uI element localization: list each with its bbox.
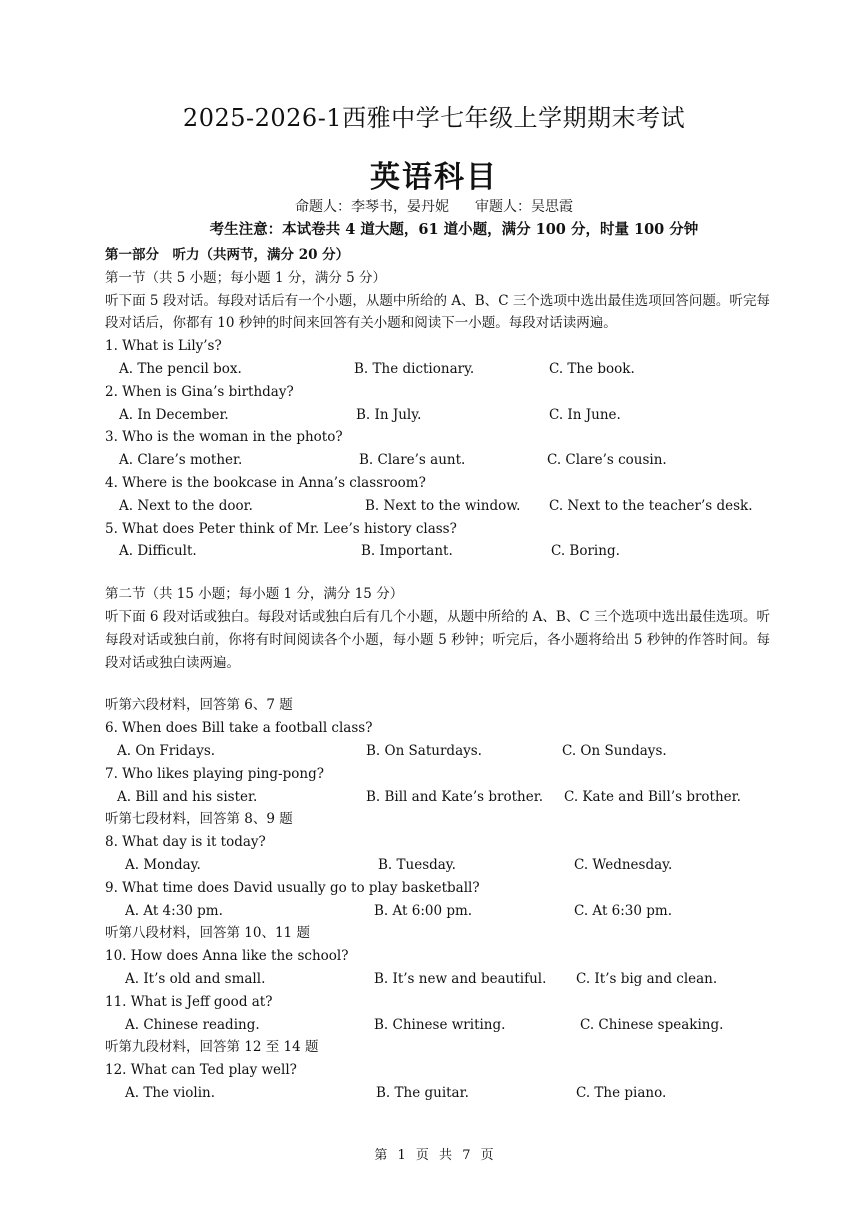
option-a: A. The pencil box.	[119, 360, 242, 377]
option-b: B. Next to the window.	[365, 497, 521, 514]
option-a: A. Clare’s mother.	[119, 452, 243, 469]
option-b: B. Tuesday.	[378, 856, 456, 873]
option-b: B. In July.	[356, 406, 422, 423]
question-5-options	[105, 540, 770, 563]
option-c: C. The book.	[549, 360, 635, 377]
exam-title: 2025-2026-1西雅中学七年级上学期期末考试	[182, 104, 686, 132]
question-6: 6. When does Bill take a football class?	[105, 720, 373, 737]
section1-heading: 第一节（共 5 小题；每小题 1 分，满分 5 分）	[105, 269, 387, 286]
question-6-options	[105, 740, 770, 763]
option-a: A. At 4:30 pm.	[125, 902, 223, 919]
question-8-options	[105, 854, 770, 877]
question-10-options	[105, 968, 770, 991]
option-a: A. On Fridays.	[117, 742, 216, 759]
option-c: C. Kate and Bill’s brother.	[564, 788, 741, 805]
option-b: B. At 6:00 pm.	[374, 902, 473, 919]
subject-title: 英语科目	[370, 160, 498, 195]
question-setters: 命题人：李琴书，晏丹妮	[295, 199, 449, 215]
option-a: A. Chinese reading.	[125, 1016, 260, 1033]
option-c: C. At 6:30 pm.	[574, 902, 673, 919]
question-12: 12. What can Ted play well?	[105, 1062, 297, 1079]
question-4-options	[105, 495, 770, 518]
option-a: A. Monday.	[125, 856, 201, 873]
option-b: B. Bill and Kate’s brother.	[366, 788, 543, 805]
option-b: B. It’s new and beautiful.	[374, 970, 547, 987]
question-5: 5. What does Peter think of Mr. Lee’s history class?	[105, 520, 457, 537]
option-b: B. The guitar.	[376, 1084, 469, 1101]
question-1: 1. What is Lily’s?	[105, 338, 222, 355]
question-4: 4. Where is the bookcase in Anna’s classroom?	[105, 474, 426, 491]
material-9-label: 听第九段材料，回答第 12 至 14 题	[105, 1039, 319, 1056]
option-c: C. Boring.	[551, 543, 620, 560]
option-c: C. Chinese speaking.	[580, 1016, 724, 1033]
authors-line	[0, 196, 868, 216]
material-7-label: 听第七段材料，回答第 8、9 题	[105, 811, 293, 828]
question-3: 3. Who is the woman in the photo?	[105, 429, 343, 446]
page-number: 第 1 页 共 7 页	[374, 1148, 494, 1163]
question-7: 7. Who likes playing ping-pong?	[105, 765, 324, 782]
option-a: A. Bill and his sister.	[117, 788, 258, 805]
exam-notice: 考生注意：本试卷共 4 道大题，61 道小题，满分 100 分，时量 100 分钟	[209, 221, 699, 238]
question-1-options	[105, 358, 770, 381]
question-2-options	[105, 404, 770, 427]
option-c: C. The piano.	[576, 1084, 667, 1101]
material-6-label: 听第六段材料，回答第 6、7 题	[105, 697, 293, 714]
question-12-options	[105, 1082, 770, 1105]
option-a: A. In December.	[119, 406, 229, 423]
option-b: B. On Saturdays.	[366, 742, 482, 759]
option-a: A. Next to the door.	[119, 497, 253, 514]
question-8: 8. What day is it today?	[105, 834, 266, 851]
material-8-label: 听第八段材料，回答第 10、11 题	[105, 925, 310, 942]
option-b: B. Chinese writing.	[374, 1016, 506, 1033]
question-11-options	[105, 1014, 770, 1037]
option-b: B. The dictionary.	[354, 360, 475, 377]
option-b: B. Clare’s aunt.	[359, 452, 466, 469]
option-a: A. Difficult.	[119, 543, 197, 560]
question-2: 2. When is Gina’s birthday?	[105, 383, 294, 400]
reviewer: 审题人：吴思霞	[475, 199, 573, 215]
option-a: A. The violin.	[125, 1084, 216, 1101]
option-c: C. In June.	[549, 406, 621, 423]
option-c: C. Next to the teacher’s desk.	[549, 497, 753, 514]
section2-instructions: 听下面 6 段对话或独白。每段对话或独白后有几个小题，从题中所给的 A、B、C 三个选项中选出最佳选项。听每段对话或独白前，你将有时间阅读各个小题，每小题 5 秒钟；听完后，各小题将给出 5 秒钟的作答时间。每段对话或独白读两遍。	[105, 608, 770, 671]
section2-heading: 第二节（共 15 小题；每小题 1 分，满分 15 分）	[105, 586, 404, 603]
exam-body	[105, 244, 770, 1105]
question-9-options	[105, 900, 770, 923]
question-10: 10. How does Anna like the school?	[105, 948, 349, 965]
question-3-options	[105, 449, 770, 472]
question-9: 9. What time does David usually go to play basketball?	[105, 879, 480, 896]
section1-instructions: 听下面 5 段对话。每段对话后有一个小题，从题中所给的 A、B、C 三个选项中选出最佳选项回答问题。听完每段对话后，你都有 10 秒钟的时间来回答有关小题和阅读下一小题。每段对话读两遍。	[105, 292, 770, 332]
option-a: A. It’s old and small.	[125, 970, 266, 987]
option-c: C. Clare’s cousin.	[547, 452, 667, 469]
part1-heading: 第一部分 听力（共两节，满分 20 分）	[105, 247, 350, 263]
option-c: C. It’s big and clean.	[576, 970, 718, 987]
option-c: C. Wednesday.	[574, 856, 673, 873]
question-7-options	[105, 786, 770, 809]
question-11: 11. What is Jeff good at?	[105, 993, 273, 1010]
option-c: C. On Sundays.	[562, 742, 667, 759]
option-b: B. Important.	[361, 543, 453, 560]
